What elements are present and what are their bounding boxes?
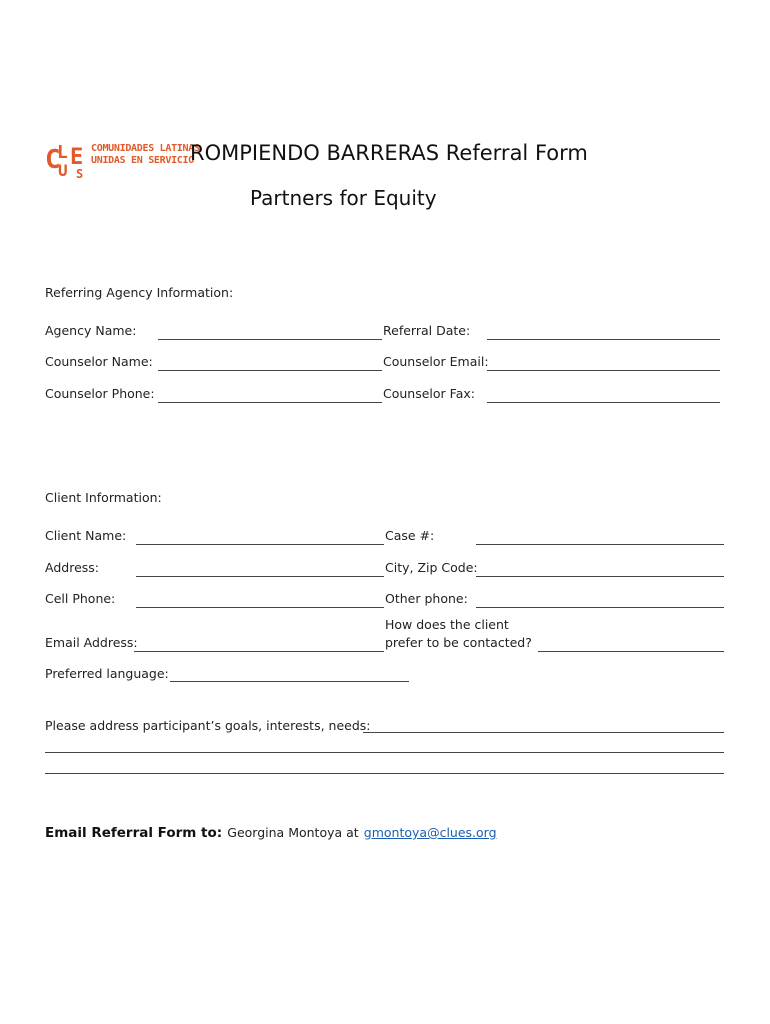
agency-name-label: Agency Name: (45, 323, 137, 338)
cell-phone-field[interactable] (136, 607, 384, 608)
city-zip-field[interactable] (476, 576, 724, 577)
contact-preference-label-line2: prefer to be contacted? (385, 635, 532, 650)
client-name-label: Client Name: (45, 528, 127, 543)
form-subtitle: Partners for Equity (250, 186, 437, 210)
counselor-email-field[interactable] (487, 370, 720, 371)
email-address-field[interactable] (134, 651, 384, 652)
email-address-label: Email Address: (45, 635, 138, 650)
goals-label: Please address participant’s goals, interests, needs: (45, 718, 371, 733)
logo-line-2: UNIDAS EN SERVICIO (91, 155, 194, 166)
clues-logo-mark (44, 134, 86, 180)
case-number-field[interactable] (476, 544, 724, 545)
contact-preference-label-line1: How does the client (385, 617, 509, 632)
logo-line-1: COMUNIDADES LATINAS (91, 143, 200, 154)
referral-date-field[interactable] (487, 339, 720, 340)
other-phone-field[interactable] (476, 607, 724, 608)
counselor-name-label: Counselor Name: (45, 354, 153, 369)
email-referral-line (45, 822, 497, 841)
counselor-phone-field[interactable] (158, 402, 382, 403)
svg-text:U: U (58, 161, 68, 180)
counselor-fax-field[interactable] (487, 402, 720, 403)
svg-text:C: C (45, 145, 61, 175)
goals-field-line-3[interactable] (45, 773, 724, 774)
contact-text: Georgina Montoya at (227, 825, 359, 840)
preferred-language-field[interactable] (170, 681, 409, 682)
agency-name-field[interactable] (158, 339, 382, 340)
contact-preference-field[interactable] (538, 651, 724, 652)
preferred-language-label: Preferred language: (45, 666, 169, 681)
address-label: Address: (45, 560, 99, 575)
svg-text:L: L (57, 142, 68, 163)
counselor-phone-label: Counselor Phone: (45, 386, 155, 401)
logo-wordmark (91, 143, 200, 167)
goals-field-line-2[interactable] (45, 752, 724, 753)
contact-email-link[interactable]: gmontoya@clues.org (363, 825, 497, 840)
goals-field-line-1[interactable] (363, 732, 724, 733)
referral-date-label: Referral Date: (383, 323, 471, 338)
counselor-email-label: Counselor Email: (383, 354, 489, 369)
case-number-label: Case #: (385, 528, 435, 543)
counselor-fax-label: Counselor Fax: (383, 386, 475, 401)
other-phone-label: Other phone: (385, 591, 468, 606)
svg-text:E: E (70, 145, 84, 170)
counselor-name-field[interactable] (158, 370, 382, 371)
client-section-heading: Client Information: (45, 490, 162, 505)
client-name-field[interactable] (136, 544, 384, 545)
city-zip-label: City, Zip Code: (385, 560, 478, 575)
form-title: ROMPIENDO BARRERAS Referral Form (190, 141, 588, 165)
cell-phone-label: Cell Phone: (45, 591, 116, 606)
agency-section-heading: Referring Agency Information: (45, 285, 234, 300)
address-field[interactable] (136, 576, 384, 577)
email-referral-heading: Email Referral Form to: (45, 825, 223, 841)
svg-text:S: S (76, 167, 84, 180)
